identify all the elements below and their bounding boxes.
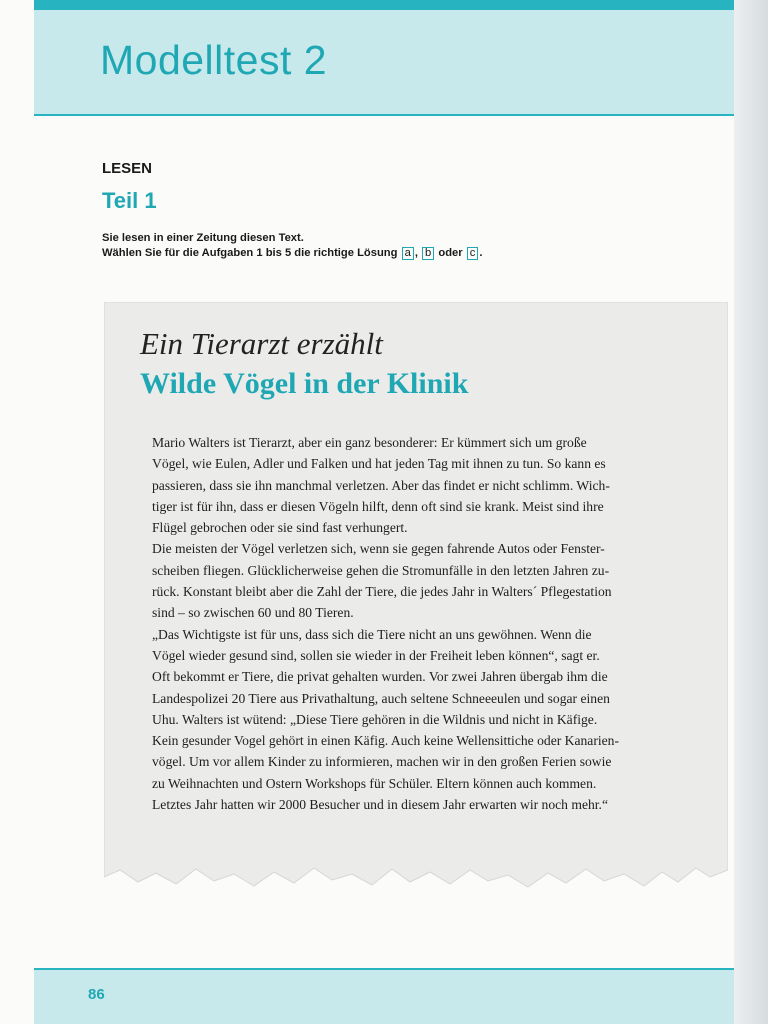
article-line: „Das Wichtigste ist für uns, dass sich die Tiere nicht an uns gewöhnen. Wenn die: [152, 626, 592, 642]
instruction-text: Wählen Sie für die Aufgaben 1 bis 5 die richtige Lösung: [102, 247, 398, 259]
article-line: Kein gesunder Vogel gehört in einen Käfig. Auch keine Wellensittiche oder Kanarien-: [152, 733, 619, 749]
page-number: 86: [88, 986, 105, 1003]
footer-band: [34, 968, 734, 1024]
header-rule: [34, 114, 734, 116]
article-line: sind – so zwischen 60 und 80 Tieren.: [152, 605, 354, 621]
article-line: Mario Walters ist Tierarzt, aber ein ganz besonderer: Er kümmert sich um große: [152, 435, 587, 450]
article-line: tiger ist für ihn, dass er diesen Vögeln hilft, denn oft sind sie krank. Meist sind ihre: [152, 498, 604, 514]
article-line: Die meisten der Vögel verletzen sich, wenn sie gegen fahrende Autos oder Fenster-: [152, 541, 605, 557]
article-line: Letztes Jahr hatten wir 2000 Besucher und in diesem Jahr erwarten wir noch mehr.“: [152, 797, 608, 813]
section-label: LESEN: [102, 160, 153, 177]
article-overtitle: Ein Tierarzt erzählt: [140, 326, 383, 361]
article-line: Oft bekommt er Tiere, die privat gehalten wurden. Vor zwei Jahren übergab ihm die: [152, 669, 608, 685]
scan-margin-right: [734, 0, 768, 1024]
article-line: vögel. Um vor allem Kinder zu informieren, machen wir in den großen Ferien sowie: [152, 754, 612, 770]
scan-margin-left: [0, 0, 34, 1024]
article-title: Wilde Vögel in der Klinik: [140, 367, 469, 400]
part-title: Teil 1: [102, 188, 157, 213]
article-line: Flügel gebrochen oder sie sind fast verhungert.: [152, 520, 408, 536]
option-a-box: a: [402, 247, 414, 260]
instruction-end: .: [479, 247, 483, 259]
article-line: rück. Konstant bleibt aber die Zahl der Tiere, die jedes Jahr in Walters´ Pflegestation: [152, 584, 612, 600]
task-instructions: [102, 231, 662, 261]
option-b-box: b: [422, 247, 434, 260]
instruction-line-1: Sie lesen in einer Zeitung diesen Text.: [102, 232, 304, 244]
article-line: zu Weihnachten und Ostern Workshops für Schüler. Eltern können auch kommen.: [152, 775, 597, 791]
article-line: Uhu. Walters ist wütend: „Diese Tiere gehören in die Wildnis und nicht in Käfige.: [152, 711, 598, 727]
page-title: Modelltest 2: [100, 37, 328, 83]
textbook-page: [34, 0, 734, 1024]
article-line: Vögel wieder gesund sind, sollen sie wieder in der Freiheit leben können“, sagt er.: [152, 647, 600, 663]
article-line: passieren, dass sie ihn manchmal verletzen. Aber das findet er nicht schlimm. Wich-: [152, 477, 610, 493]
instruction-separator-1: ,: [414, 247, 418, 259]
article-line: scheiben fliegen. Glücklicherweise gehen die Stromunfälle in den letzten Jahren zu-: [152, 562, 610, 578]
option-c-box: c: [467, 247, 479, 260]
instruction-separator-2: oder: [438, 247, 463, 259]
article-line: Landespolizei 20 Tiere aus Privathaltung, auch seltene Schneeeulen und sogar einen: [152, 690, 610, 706]
article-body: [152, 432, 682, 815]
article-clipping: [104, 302, 728, 890]
instruction-line-2: [102, 246, 662, 261]
article-line: Vögel, wie Eulen, Adler und Falken und hat jeden Tag mit ihnen zu tun. So kann es: [152, 456, 606, 472]
